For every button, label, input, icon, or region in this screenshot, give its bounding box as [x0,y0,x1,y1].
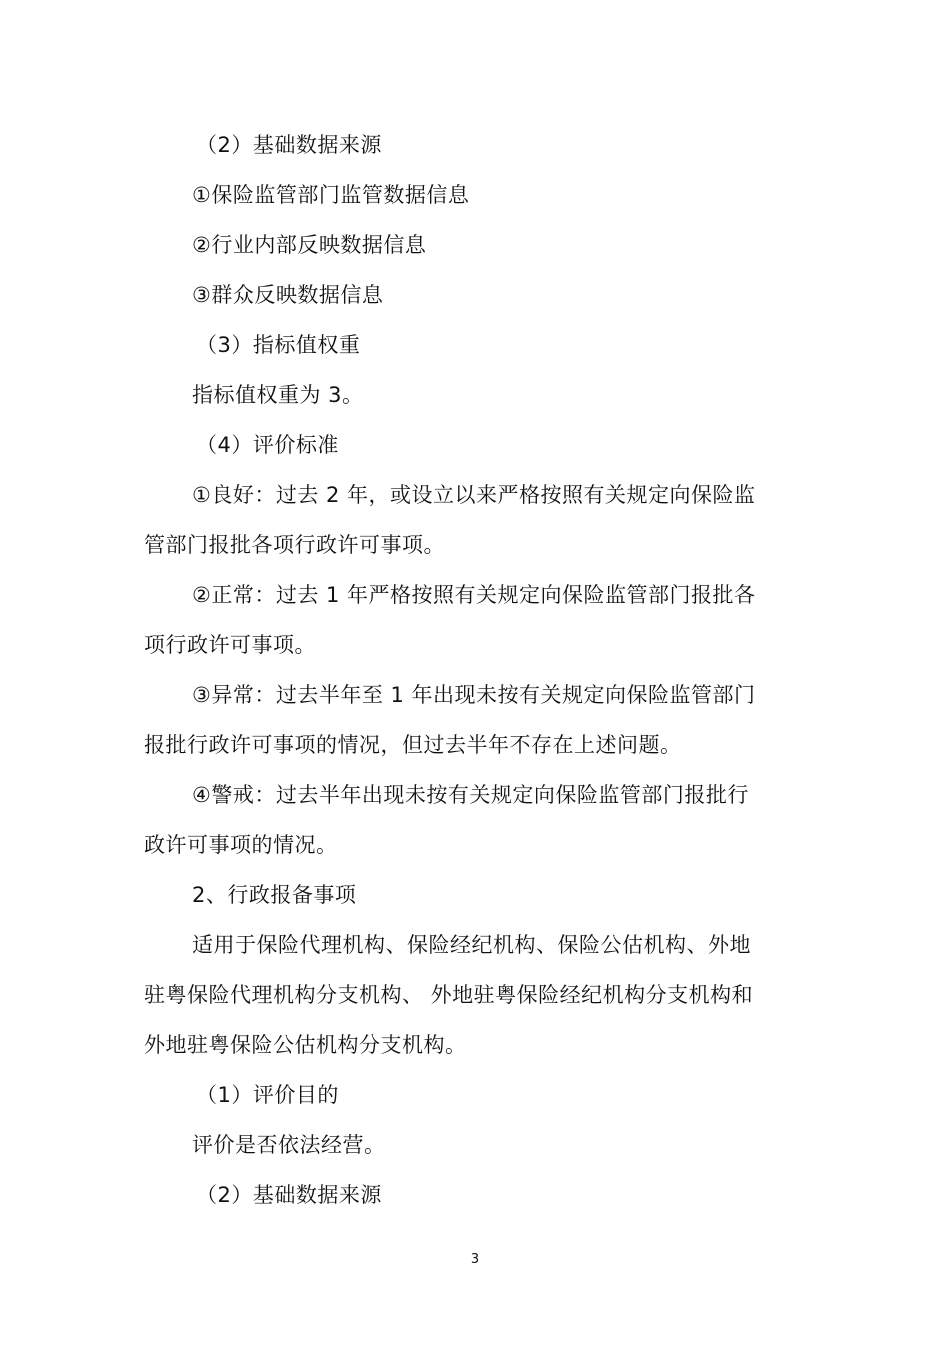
list-item: ③群众反映数据信息 [192,283,384,307]
paragraph: ③异常：过去半年至 1 年出现未按有关规定向保险监管部门 [192,683,756,707]
paragraph: 驻粤保险代理机构分支机构、 外地驻粤保险经纪机构分支机构和 [144,983,754,1007]
paragraph: 政许可事项的情况。 [144,833,338,857]
heading-criteria: （4）评价标准 [196,433,339,457]
paragraph: 评价是否依法经营。 [192,1133,386,1157]
section-heading: 2、行政报备事项 [192,883,357,907]
paragraph: ④警戒：过去半年出现未按有关规定向保险监管部门报批行 [192,783,749,807]
heading-weight: （3）指标值权重 [196,333,361,357]
heading-data-source: （2）基础数据来源 [196,133,382,157]
heading-purpose: （1）评价目的 [196,1083,339,1107]
paragraph: ①良好：过去 2 年，或设立以来严格按照有关规定向保险监 [192,483,756,507]
heading-data-source: （2）基础数据来源 [196,1183,382,1207]
paragraph: 报批行政许可事项的情况，但过去半年不存在上述问题。 [144,733,682,757]
paragraph: ②正常：过去 1 年严格按照有关规定向保险监管部门报批各 [192,583,756,607]
paragraph: 外地驻粤保险公估机构分支机构。 [144,1033,467,1057]
list-item: ②行业内部反映数据信息 [192,233,427,257]
paragraph: 项行政许可事项。 [144,633,316,657]
paragraph: 适用于保险代理机构、保险经纪机构、保险公估机构、外地 [192,933,751,957]
list-item: ①保险监管部门监管数据信息 [192,183,470,207]
paragraph: 管部门报批各项行政许可事项。 [144,533,445,557]
paragraph: 指标值权重为 3。 [192,383,364,407]
page-number: 3 [470,1252,480,1267]
